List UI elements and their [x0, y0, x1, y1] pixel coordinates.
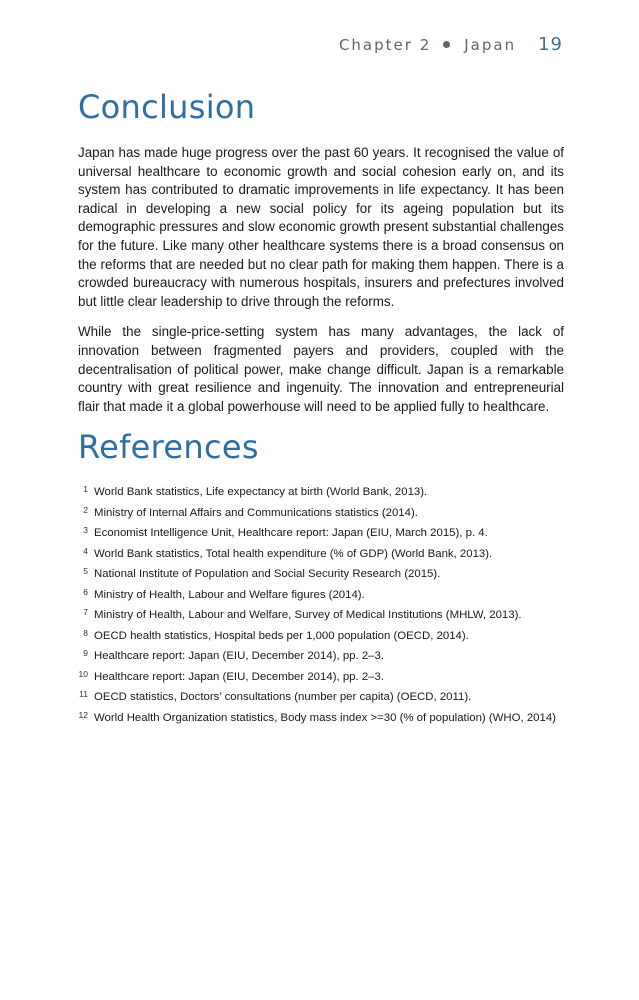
reference-item — [78, 484, 564, 500]
reference-text: Healthcare report: Japan (EIU, December 2014), pp. 2–3. — [94, 670, 384, 683]
reference-text: Ministry of Health, Labour and Welfare figures (2014). — [94, 588, 365, 601]
reference-number: 4 — [83, 545, 88, 556]
reference-item — [78, 689, 564, 705]
reference-item — [78, 669, 564, 685]
reference-text: Ministry of Health, Labour and Welfare, Survey of Medical Institutions (MHLW, 2013). — [94, 609, 522, 622]
reference-item — [78, 710, 564, 726]
reference-text: Healthcare report: Japan (EIU, December 2014), pp. 2–3. — [94, 650, 384, 663]
country-label: Japan — [464, 35, 517, 54]
reference-number: 11 — [79, 689, 88, 700]
reference-number: 6 — [83, 586, 88, 597]
reference-number: 9 — [83, 648, 88, 659]
reference-text: Economist Intelligence Unit, Healthcare report: Japan (EIU, March 2015), p. 4. — [94, 527, 488, 540]
bullet-separator-icon — [443, 41, 450, 48]
reference-number: 3 — [83, 525, 88, 536]
reference-number: 2 — [83, 504, 88, 515]
chapter-label: Chapter 2 — [338, 35, 432, 54]
reference-number: 5 — [83, 566, 88, 577]
conclusion-paragraph: Japan has made huge progress over the past 60 years. It recognised the value of universal healthcare to economic growth and social cohesion early on, and its system has contributed to dramatic improvements in life expectancy. It has been radical in developing a new social policy for its ageing population but its demographic pressures and slow economic growth present substantial challenges for the future. Like many other healthcare systems there is a broad consensus on the reforms that are needed but no clear path for making them happen. There is a crowded bureaucracy with numerous hospitals, insurers and prefectures involved but little clear leadership to drive through the reforms. — [78, 145, 564, 309]
reference-item — [78, 505, 564, 521]
reference-number: 7 — [83, 607, 88, 618]
reference-text: World Health Organization statistics, Body mass index >=30 (% of population) (WHO, 2014) — [94, 711, 556, 724]
reference-text: Ministry of Internal Affairs and Communications statistics (2014). — [94, 506, 418, 519]
reference-text: World Bank statistics, Total health expenditure (% of GDP) (World Bank, 2013). — [94, 547, 493, 560]
page-content — [78, 88, 564, 730]
reference-text: National Institute of Population and Social Security Research (2015). — [94, 568, 441, 581]
page-number: 19 — [538, 34, 563, 55]
reference-text: OECD statistics, Doctors’ consultations (number per capita) (OECD, 2011). — [94, 691, 472, 704]
references-list — [78, 484, 564, 726]
conclusion-heading: Conclusion — [78, 88, 256, 126]
references-heading: References — [78, 428, 259, 467]
reference-number: 8 — [83, 627, 88, 638]
reference-text: OECD health statistics, Hospital beds per 1,000 population (OECD, 2014). — [94, 629, 469, 642]
reference-item — [78, 648, 564, 664]
reference-number: 10 — [78, 668, 88, 679]
reference-number: 12 — [78, 709, 88, 720]
reference-item — [78, 566, 564, 582]
conclusion-paragraph: While the single-price-setting system has many advantages, the lack of innovation between fragmented payers and providers, coupled with the decentralisation of political power, make change difficult. Japan is a remarkable country with great resilience and ingenuity. The innovation and entrepreneurial flair that made it a global powerhouse will need to be applied fully to healthcare. — [78, 324, 564, 414]
reference-item — [78, 587, 564, 603]
reference-item — [78, 546, 564, 562]
running-header — [339, 34, 563, 55]
reference-number: 1 — [83, 484, 88, 495]
reference-item — [78, 607, 564, 623]
reference-text: World Bank statistics, Life expectancy at birth (World Bank, 2013). — [94, 486, 428, 499]
reference-item — [78, 628, 564, 644]
reference-item — [78, 525, 564, 541]
